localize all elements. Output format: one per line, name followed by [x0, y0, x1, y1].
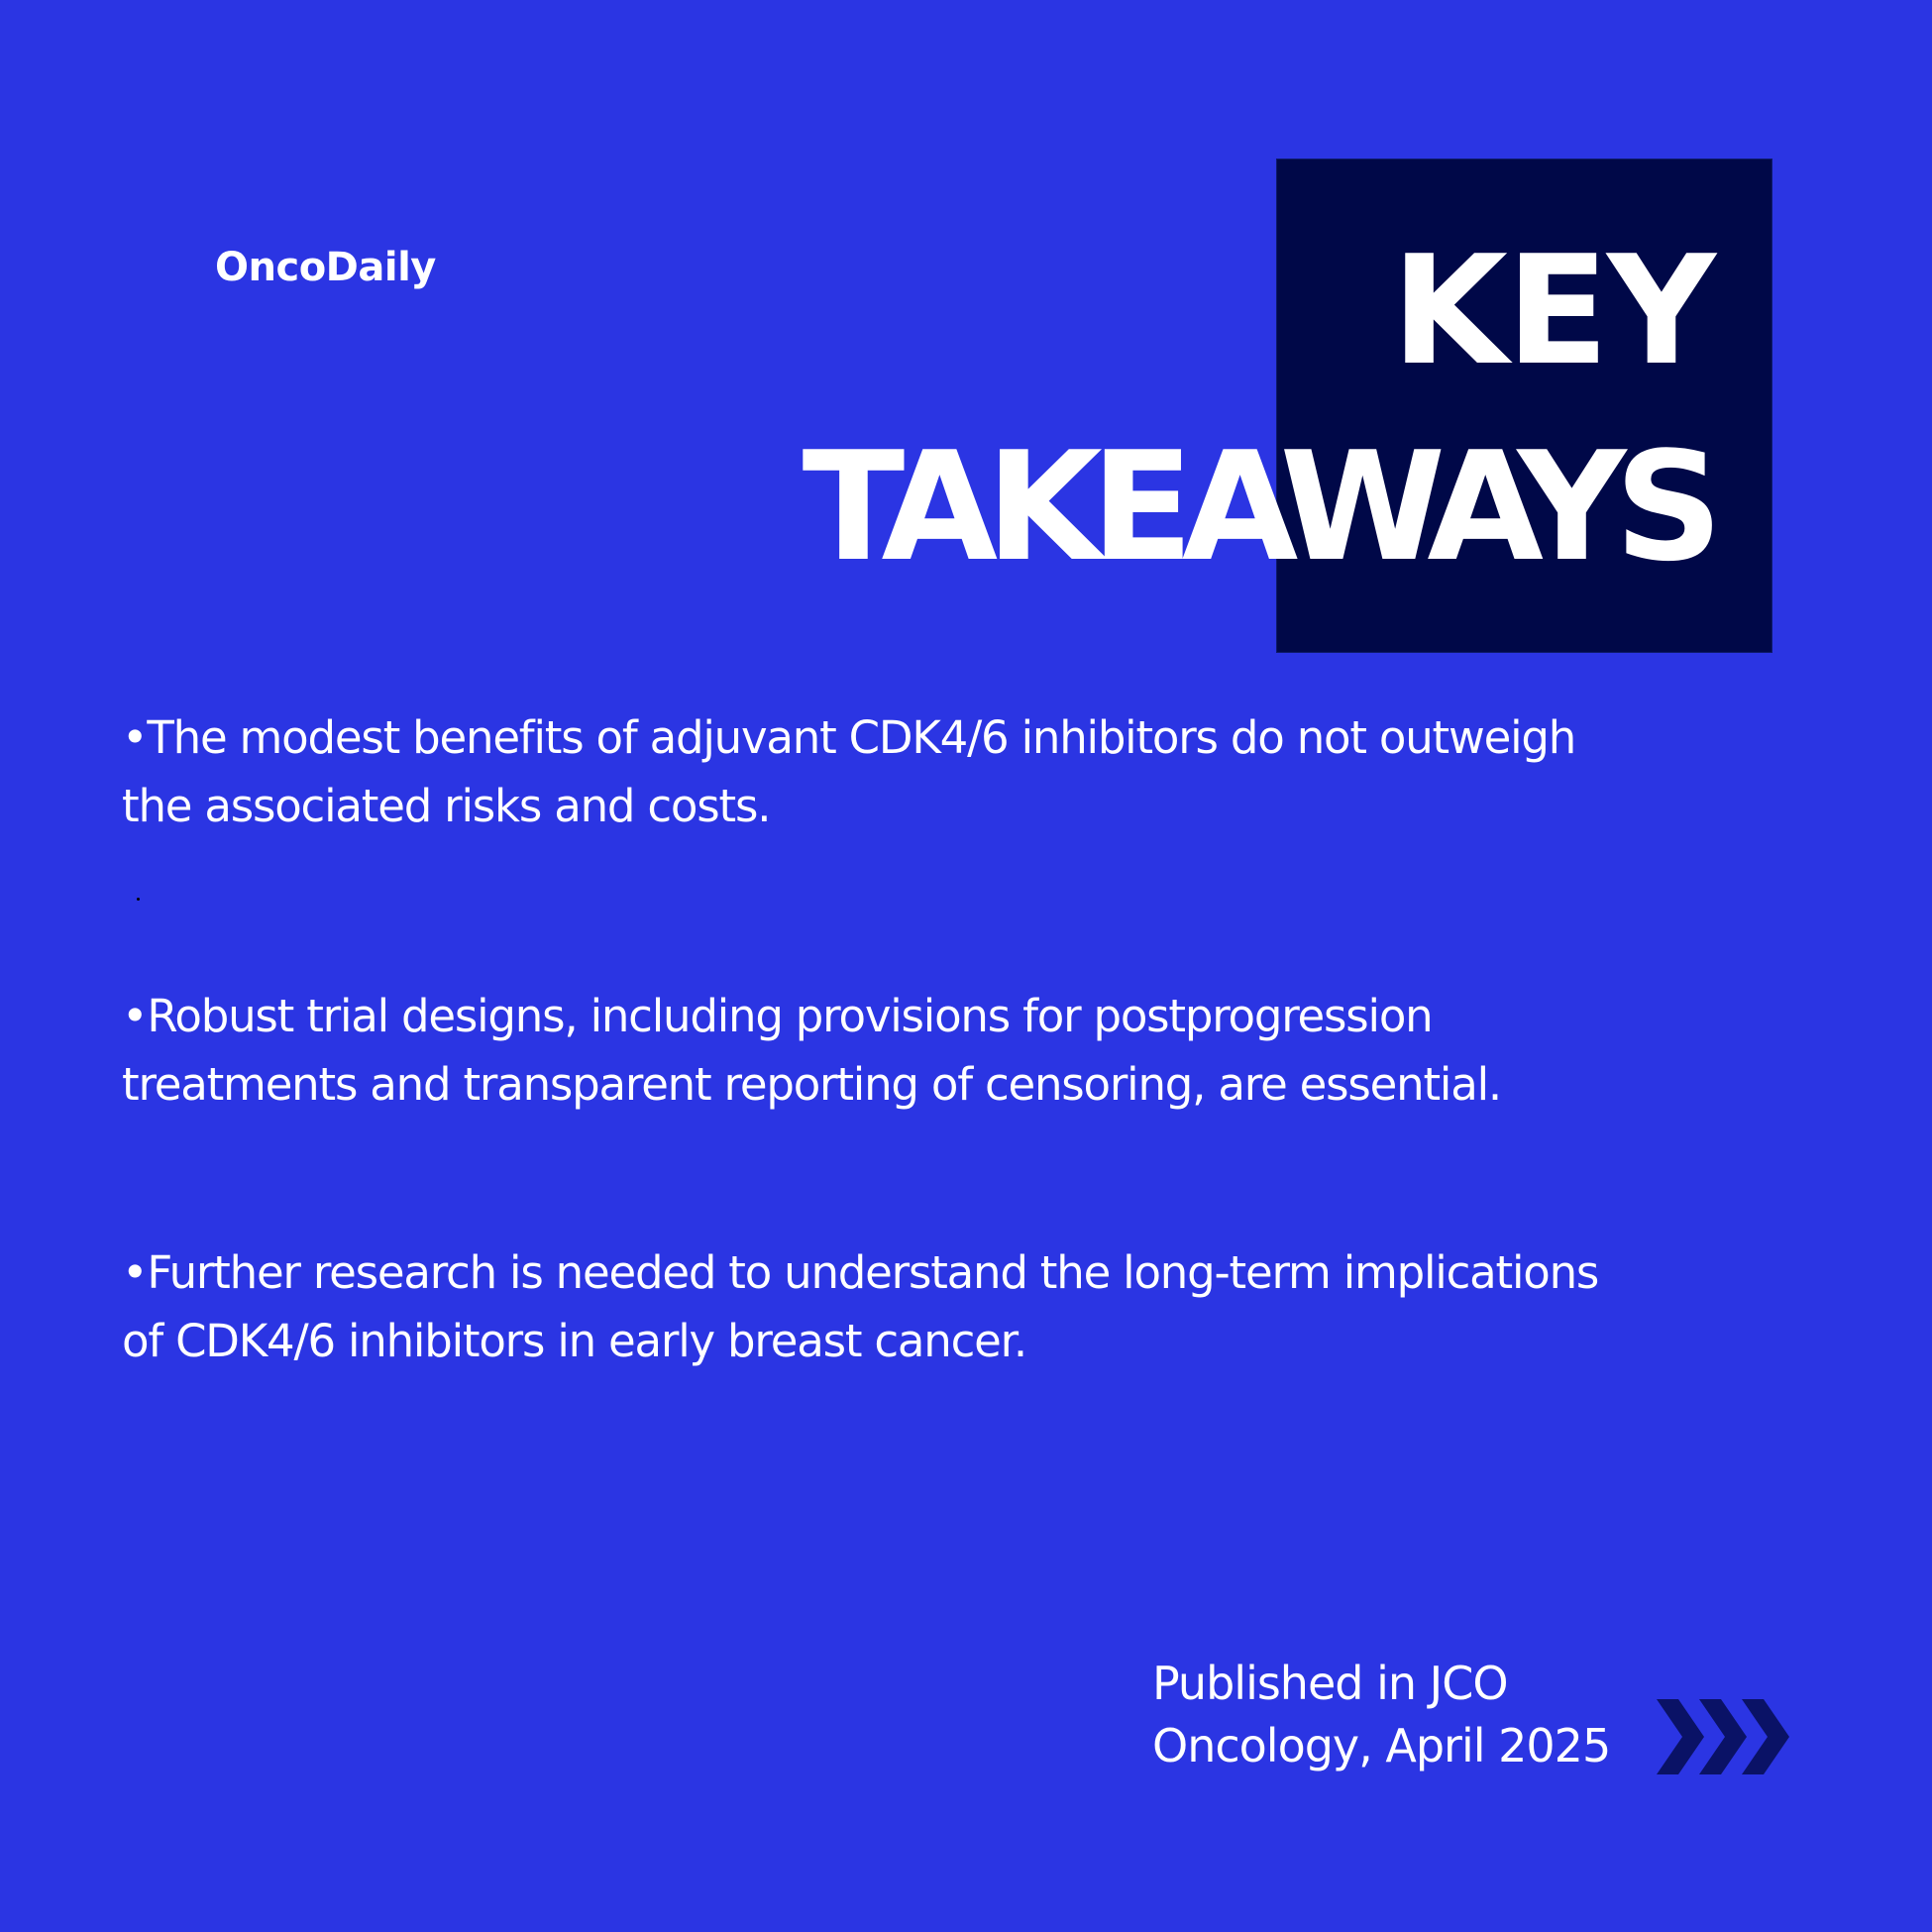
title-line-takeaways: TAKEAWAYS	[802, 419, 1711, 594]
brand-logo-text: OncoDaily	[215, 245, 436, 290]
publication-line: Published in JCO	[1152, 1657, 1508, 1710]
takeaway-text-line: treatments and transparent reporting of censoring, are essential.	[122, 1058, 1501, 1111]
takeaway-item	[122, 982, 1796, 1119]
takeaway-text-line: of CDK4/6 inhibitors in early breast cancer.	[122, 1315, 1026, 1367]
takeaway-text-line: the associated risks and costs.	[122, 780, 771, 832]
publication-line: Oncology, April 2025	[1152, 1719, 1611, 1772]
takeaway-text-line: •Robust trial designs, including provisions for postprogression	[122, 990, 1433, 1042]
takeaway-item	[122, 1238, 1796, 1375]
triple-chevron-right-icon[interactable]	[1657, 1699, 1803, 1774]
takeaway-text-line: •The modest benefits of adjuvant CDK4/6 inhibitors do not outweigh	[122, 711, 1576, 764]
takeaway-text-line: •Further research is needed to understand the long-term implications	[122, 1246, 1599, 1299]
title-line-key: KEY	[1391, 223, 1714, 398]
dot-mark	[137, 898, 140, 901]
takeaway-item	[122, 703, 1796, 840]
publication-info	[1152, 1653, 1610, 1777]
